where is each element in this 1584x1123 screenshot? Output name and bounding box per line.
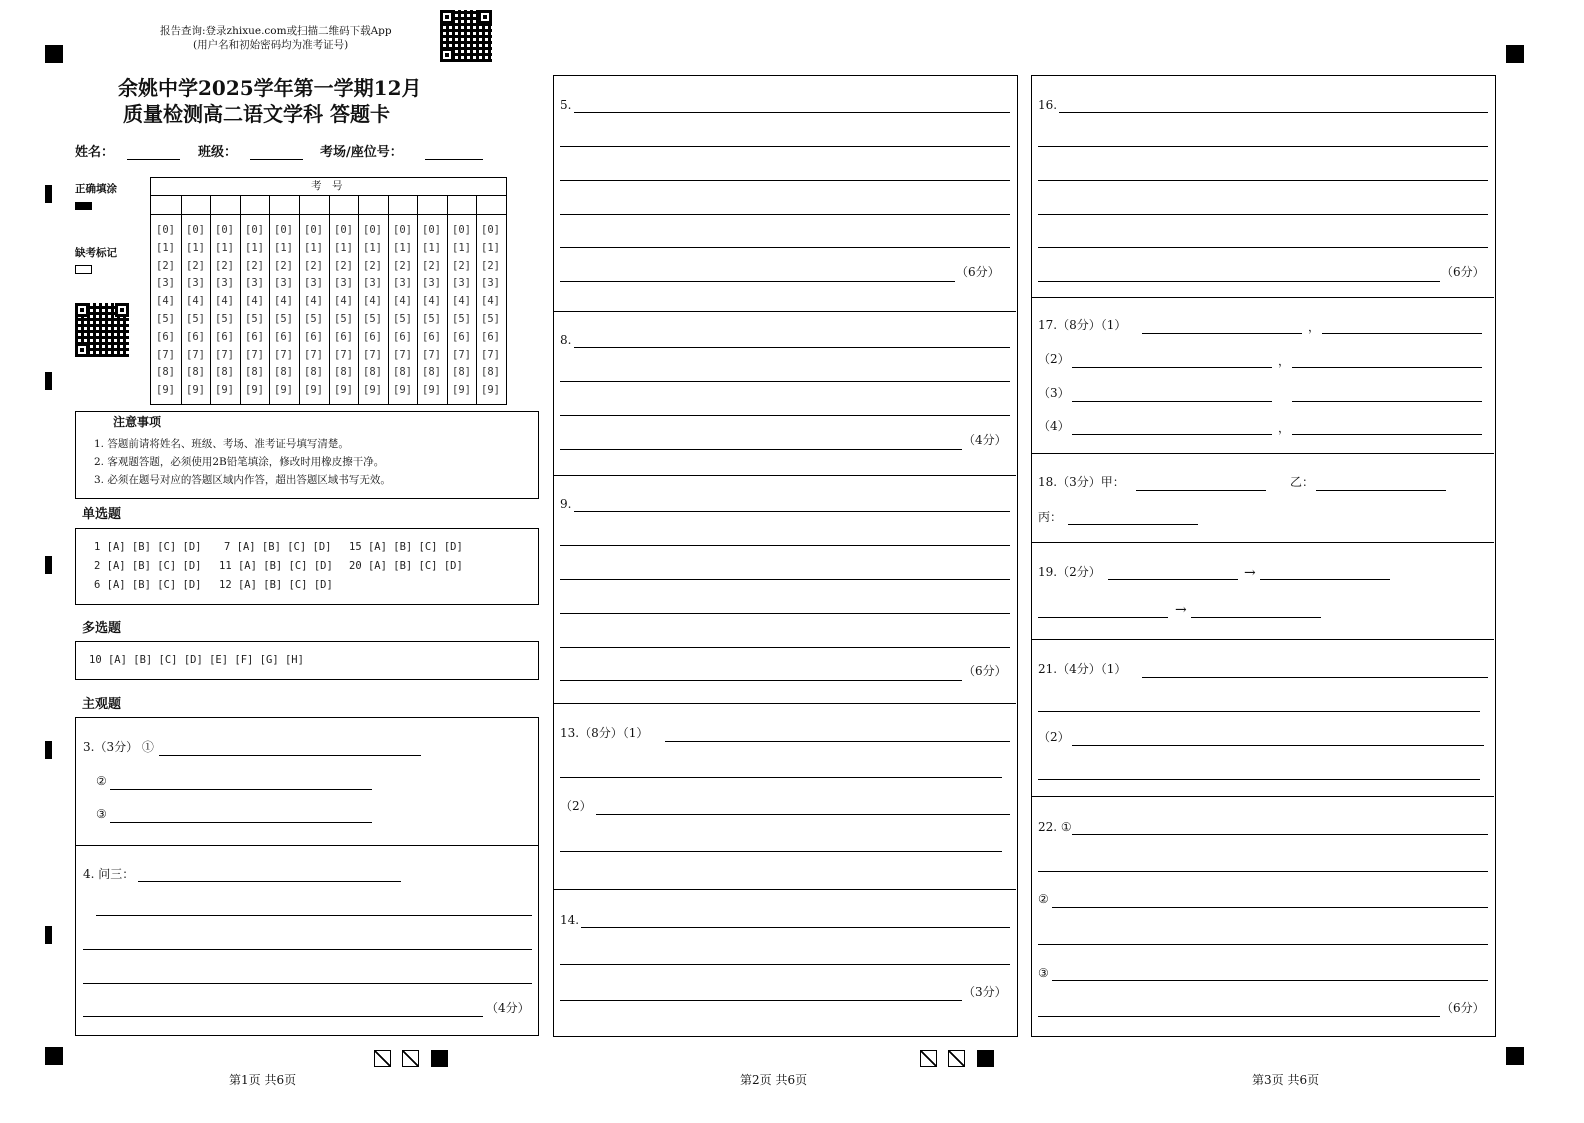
- page-number-1: 第1页 共6页: [229, 1073, 297, 1087]
- answer-line[interactable]: [96, 915, 532, 916]
- exam-id-digit-bubble[interactable]: [4]: [393, 295, 412, 308]
- exam-id-column-divider: [210, 195, 211, 404]
- choice-row[interactable]: 20 [A] [B] [C] [D]: [349, 560, 463, 572]
- answer-line[interactable]: [83, 949, 532, 950]
- corner-mark-top-left: [45, 45, 63, 63]
- exam-id-digit-bubble[interactable]: [7]: [186, 348, 205, 361]
- exam-id-digit-bubble[interactable]: [5]: [481, 313, 500, 325]
- seat-field[interactable]: [425, 159, 483, 160]
- answer-line[interactable]: [1038, 146, 1488, 147]
- notes-box: [75, 411, 539, 499]
- exam-id-digit-bubble[interactable]: [0]: [245, 224, 264, 236]
- exam-id-digit-bubble[interactable]: [6]: [393, 330, 412, 343]
- exam-id-digit-bubble[interactable]: [2]: [393, 259, 412, 272]
- exam-id-digit-bubble[interactable]: [2]: [422, 259, 441, 272]
- exam-id-digit-bubble[interactable]: [1]: [245, 241, 264, 254]
- exam-id-digit-bubble[interactable]: [6]: [186, 330, 205, 343]
- exam-id-digit-bubble[interactable]: [1]: [481, 241, 500, 254]
- exam-id-digit-bubble[interactable]: [8]: [186, 366, 205, 379]
- note-item: 1. 答题前请将姓名、班级、考场、准考证号填写清楚。: [94, 438, 349, 450]
- exam-id-digit-bubble[interactable]: [8]: [481, 366, 500, 379]
- exam-id-digit-bubble[interactable]: [7]: [481, 348, 500, 361]
- name-field[interactable]: [127, 159, 180, 160]
- exam-id-digit-bubble[interactable]: [7]: [156, 348, 175, 361]
- multi-choice-box: [75, 641, 539, 680]
- exam-id-column-divider: [388, 195, 389, 404]
- answer-line[interactable]: [560, 449, 962, 450]
- timing-mark: [45, 926, 52, 944]
- answer-line[interactable]: [1038, 617, 1168, 618]
- answer-line[interactable]: [1142, 333, 1302, 334]
- q3-2-label: ②: [96, 774, 107, 788]
- exam-id-digit-bubble[interactable]: [8]: [422, 366, 441, 379]
- exam-id-column-divider: [240, 195, 241, 404]
- answer-line[interactable]: [1072, 434, 1272, 435]
- exam-id-digit-bubble[interactable]: [6]: [156, 330, 175, 343]
- q3-label: 3.（3分） ①: [83, 740, 154, 754]
- answer-line[interactable]: [560, 180, 1010, 181]
- exam-id-digit-bubble[interactable]: [5]: [363, 313, 382, 325]
- answer-line[interactable]: [560, 247, 1010, 248]
- exam-id-digit-bubble[interactable]: [7]: [422, 348, 441, 361]
- exam-id-digit-bubble[interactable]: [7]: [215, 348, 234, 361]
- exam-id-digit-bubble[interactable]: [8]: [274, 366, 293, 379]
- exam-id-grid: [150, 177, 507, 405]
- exam-id-digit-bubble[interactable]: [3]: [245, 277, 264, 290]
- exam-id-digit-bubble[interactable]: [0]: [481, 224, 500, 236]
- exam-id-digit-bubble[interactable]: [1]: [304, 241, 323, 254]
- exam-id-digit-bubble[interactable]: [3]: [481, 277, 500, 290]
- exam-id-digit-bubble[interactable]: [4]: [274, 295, 293, 308]
- exam-id-digit-bubble[interactable]: [1]: [156, 241, 175, 254]
- exam-id-digit-bubble[interactable]: [4]: [156, 295, 175, 308]
- exam-id-digit-bubble[interactable]: [1]: [274, 241, 293, 254]
- exam-id-column-divider: [476, 195, 477, 404]
- exam-id-digit-bubble[interactable]: [3]: [215, 277, 234, 290]
- exam-id-digit-bubble[interactable]: [2]: [304, 259, 323, 272]
- answer-line[interactable]: [560, 381, 1010, 382]
- answer-line[interactable]: [560, 777, 1002, 778]
- exam-id-digit-bubble[interactable]: [4]: [452, 295, 471, 308]
- exam-id-digit-bubble[interactable]: [9]: [481, 384, 500, 397]
- class-label: 班级：: [198, 145, 238, 160]
- exam-id-digit-bubble[interactable]: [3]: [422, 277, 441, 290]
- exam-id-digit-bubble[interactable]: [8]: [452, 366, 471, 379]
- q21-label: 21.（4分）（1）: [1038, 662, 1127, 676]
- exam-id-digit-bubble[interactable]: [7]: [393, 348, 412, 361]
- q5-score: （6分）: [956, 265, 1000, 279]
- exam-id-digit-bubble[interactable]: [4]: [245, 295, 264, 308]
- exam-id-digit-bubble[interactable]: [8]: [334, 366, 353, 379]
- q18-bing-label: 丙：: [1038, 510, 1063, 524]
- note-item: 2. 客观题答题，必须使用2B铅笔填涂，修改时用橡皮擦干净。: [94, 456, 385, 468]
- absent-mark-checkbox[interactable]: [75, 265, 92, 274]
- answer-line[interactable]: [1038, 779, 1480, 780]
- answer-line[interactable]: [1072, 834, 1488, 835]
- answer-line[interactable]: [110, 789, 372, 790]
- exam-id-digit-bubble[interactable]: [2]: [215, 259, 234, 272]
- answer-line[interactable]: [1108, 579, 1238, 580]
- exam-id-digit-bubble[interactable]: [0]: [274, 224, 293, 236]
- choice-row[interactable]: 10 [A] [B] [C] [D] [E] [F] [G] [H]: [89, 654, 304, 666]
- exam-id-digit-bubble[interactable]: [8]: [363, 366, 382, 379]
- q4-score: （4分）: [486, 1001, 530, 1015]
- exam-id-digit-bubble[interactable]: [5]: [245, 313, 264, 325]
- exam-id-column-divider: [299, 195, 300, 404]
- exam-id-digit-bubble[interactable]: [9]: [274, 384, 293, 397]
- answer-line[interactable]: [1136, 490, 1266, 491]
- choice-row[interactable]: 15 [A] [B] [C] [D]: [349, 541, 463, 553]
- exam-id-digit-bubble[interactable]: [5]: [156, 313, 175, 325]
- exam-id-digit-bubble[interactable]: [1]: [215, 241, 234, 254]
- exam-id-digit-bubble[interactable]: [9]: [452, 384, 471, 397]
- answer-line[interactable]: [665, 741, 1010, 742]
- choice-row[interactable]: 12 [A] [B] [C] [D]: [219, 579, 333, 591]
- q3-box: [75, 717, 539, 846]
- exam-id-digit-bubble[interactable]: [1]: [363, 241, 382, 254]
- answer-line[interactable]: [1052, 907, 1488, 908]
- exam-id-digit-bubble[interactable]: [3]: [334, 277, 353, 290]
- exam-id-digit-bubble[interactable]: [4]: [215, 295, 234, 308]
- choice-row[interactable]: 6 [A] [B] [C] [D]: [94, 579, 202, 591]
- exam-id-digit-bubble[interactable]: [5]: [274, 313, 293, 325]
- answer-column-3: [1031, 75, 1496, 1037]
- page-flag-box: [402, 1050, 419, 1067]
- answer-line[interactable]: [560, 680, 962, 681]
- exam-id-digit-bubble[interactable]: [4]: [481, 295, 500, 308]
- answer-line[interactable]: [1038, 180, 1488, 181]
- exam-id-column-divider: [447, 195, 448, 404]
- q16-label: 16.: [1038, 98, 1058, 112]
- report-line-2: (用户名和初始密码均为准考证号): [193, 39, 349, 51]
- q18-yi-label: 乙：: [1290, 475, 1315, 489]
- exam-id-digit-bubble[interactable]: [3]: [186, 277, 205, 290]
- answer-line[interactable]: [1072, 401, 1272, 402]
- exam-id-digit-bubble[interactable]: [9]: [363, 384, 382, 397]
- exam-id-digit-bubble[interactable]: [3]: [363, 277, 382, 290]
- q17-3-label: （3）: [1038, 386, 1070, 400]
- absent-mark-label: 缺考标记: [75, 247, 117, 259]
- exam-id-digit-bubble[interactable]: [9]: [245, 384, 264, 397]
- exam-id-digit-bubble[interactable]: [8]: [304, 366, 323, 379]
- q18-label: 18.（3分）甲：: [1038, 475, 1125, 489]
- exam-id-digit-bubble[interactable]: [5]: [334, 313, 353, 325]
- q4-box: [75, 845, 539, 1036]
- notes-title: 注意事项: [113, 415, 162, 429]
- answer-line[interactable]: [1038, 944, 1488, 945]
- exam-id-digit-bubble[interactable]: [3]: [393, 277, 412, 290]
- exam-id-digit-bubble[interactable]: [6]: [304, 330, 323, 343]
- exam-id-digit-bubble[interactable]: [7]: [452, 348, 471, 361]
- corner-mark-bottom-right: [1506, 1047, 1524, 1065]
- answer-line[interactable]: [560, 964, 1010, 965]
- answer-line[interactable]: [560, 1000, 962, 1001]
- q22-2-label: ②: [1038, 892, 1049, 906]
- q22-3-label: ③: [1038, 966, 1049, 980]
- exam-id-digit-bubble[interactable]: [1]: [452, 241, 471, 254]
- page-flag-box: [920, 1050, 937, 1067]
- q21-2-label: （2）: [1038, 730, 1070, 744]
- q17-label: 17.（8分）（1）: [1038, 318, 1127, 332]
- answer-line[interactable]: [1072, 367, 1272, 368]
- exam-id-digit-bubble[interactable]: [6]: [481, 330, 500, 343]
- answer-line[interactable]: [1038, 281, 1440, 282]
- exam-id-digit-bubble[interactable]: [3]: [304, 277, 323, 290]
- subjective-title: 主观题: [82, 697, 122, 712]
- answer-line[interactable]: [1059, 112, 1488, 113]
- arrow-icon: →: [1244, 565, 1256, 581]
- answer-line[interactable]: [138, 881, 401, 882]
- answer-line[interactable]: [83, 983, 532, 984]
- exam-id-digit-bubble[interactable]: [1]: [186, 241, 205, 254]
- exam-id-digit-bubble[interactable]: [8]: [393, 366, 412, 379]
- exam-id-digit-bubble[interactable]: [6]: [274, 330, 293, 343]
- answer-line[interactable]: [1038, 871, 1488, 872]
- single-choice-title: 单选题: [82, 507, 122, 522]
- comma: ，: [1278, 421, 1291, 435]
- page-number-3: 第3页 共6页: [1252, 1073, 1320, 1087]
- answer-line[interactable]: [581, 927, 1010, 928]
- q17-4-label: （4）: [1038, 419, 1070, 433]
- q5-label: 5.: [560, 98, 572, 112]
- answer-line[interactable]: [560, 647, 1010, 648]
- exam-id-digit-bubble[interactable]: [3]: [156, 277, 175, 290]
- exam-id-digit-bubble[interactable]: [6]: [215, 330, 234, 343]
- answer-line[interactable]: [1038, 1016, 1440, 1017]
- exam-id-digit-bubble[interactable]: [9]: [334, 384, 353, 397]
- exam-id-digit-bubble[interactable]: [7]: [245, 348, 264, 361]
- answer-line[interactable]: [1072, 745, 1484, 746]
- exam-id-column-divider: [417, 195, 418, 404]
- exam-id-digit-bubble[interactable]: [2]: [452, 259, 471, 272]
- exam-id-digit-bubble[interactable]: [2]: [363, 259, 382, 272]
- answer-line[interactable]: [574, 112, 1010, 113]
- choice-row[interactable]: 1 [A] [B] [C] [D]: [94, 541, 202, 553]
- exam-id-digit-bubble[interactable]: [7]: [304, 348, 323, 361]
- exam-id-digit-bubble[interactable]: [4]: [304, 295, 323, 308]
- exam-id-digit-bubble[interactable]: [4]: [422, 295, 441, 308]
- answer-line[interactable]: [560, 545, 1010, 546]
- answer-line[interactable]: [1292, 367, 1482, 368]
- exam-id-digit-bubble[interactable]: [6]: [422, 330, 441, 343]
- q13-2-label: （2）: [560, 799, 592, 813]
- answer-line[interactable]: [1142, 677, 1488, 678]
- exam-id-digit-bubble[interactable]: [2]: [156, 259, 175, 272]
- exam-id-digit-bubble[interactable]: [2]: [186, 259, 205, 272]
- page-title-line-1: 余姚中学2025学年第一学期12月: [118, 76, 422, 100]
- answer-column-2: [553, 75, 1018, 1037]
- q16-score: （6分）: [1441, 265, 1485, 279]
- choice-row[interactable]: 7 [A] [B] [C] [D]: [224, 541, 332, 553]
- answer-line[interactable]: [1322, 333, 1482, 334]
- exam-id-digit-bubble[interactable]: [6]: [245, 330, 264, 343]
- exam-id-digit-bubble[interactable]: [9]: [156, 384, 175, 397]
- exam-id-digit-bubble[interactable]: [4]: [363, 295, 382, 308]
- exam-id-digit-bubble[interactable]: [6]: [363, 330, 382, 343]
- q22-score: （6分）: [1441, 1001, 1485, 1015]
- choice-row[interactable]: 11 [A] [B] [C] [D]: [219, 560, 333, 572]
- exam-id-digit-bubble[interactable]: [3]: [452, 277, 471, 290]
- exam-id-column-divider: [269, 195, 270, 404]
- arrow-icon: →: [1175, 602, 1187, 618]
- exam-id-digit-bubble[interactable]: [5]: [215, 313, 234, 325]
- single-choice-box: [75, 528, 539, 605]
- q8-label: 8.: [560, 333, 572, 347]
- exam-id-digit-bubble[interactable]: [5]: [304, 313, 323, 325]
- answer-line[interactable]: [159, 755, 421, 756]
- q13-label: 13.（8分）（1）: [560, 726, 649, 740]
- answer-line[interactable]: [560, 146, 1010, 147]
- exam-id-digit-bubble[interactable]: [7]: [274, 348, 293, 361]
- exam-id-digit-bubble[interactable]: [9]: [304, 384, 323, 397]
- choice-row[interactable]: 2 [A] [B] [C] [D]: [94, 560, 202, 572]
- answer-line[interactable]: [560, 281, 955, 282]
- exam-id-digit-bubble[interactable]: [6]: [334, 330, 353, 343]
- timing-mark: [45, 372, 52, 390]
- name-label: 姓名：: [75, 145, 115, 160]
- note-item: 3. 必须在题号对应的答题区域内作答，超出答题区域书写无效。: [94, 474, 391, 486]
- q3-3-label: ③: [96, 807, 107, 821]
- timing-mark: [45, 741, 52, 759]
- class-field[interactable]: [250, 159, 303, 160]
- correct-fill-label: 正确填涂: [75, 183, 117, 195]
- answer-line[interactable]: [560, 214, 1010, 215]
- exam-id-digit-bubble[interactable]: [1]: [393, 241, 412, 254]
- page-title-line-2: 质量检测高二语文学科 答题卡: [123, 102, 390, 126]
- app-qr-code[interactable]: [440, 10, 492, 62]
- exam-id-digit-bubble[interactable]: [2]: [481, 259, 500, 272]
- answer-line[interactable]: [83, 1016, 483, 1017]
- exam-id-digit-bubble[interactable]: [2]: [245, 259, 264, 272]
- answer-line[interactable]: [1191, 617, 1321, 618]
- exam-id-digit-bubble[interactable]: [3]: [274, 277, 293, 290]
- exam-id-digit-bubble[interactable]: [0]: [452, 224, 471, 236]
- exam-id-digit-bubble[interactable]: [0]: [186, 224, 205, 236]
- page-flag-box: [374, 1050, 391, 1067]
- exam-id-digit-bubble[interactable]: [4]: [186, 295, 205, 308]
- q8-score: （4分）: [963, 433, 1007, 447]
- answer-line[interactable]: [596, 814, 1010, 815]
- corner-mark-bottom-left: [45, 1047, 63, 1065]
- q9-label: 9.: [560, 497, 572, 511]
- answer-line[interactable]: [1292, 434, 1482, 435]
- answer-line[interactable]: [1260, 579, 1390, 580]
- page-flag-box: [948, 1050, 965, 1067]
- comma: ，: [1308, 320, 1321, 334]
- exam-id-digit-bubble[interactable]: [1]: [334, 241, 353, 254]
- exam-id-digit-bubble[interactable]: [5]: [422, 313, 441, 325]
- exam-id-header: 考 号: [311, 180, 343, 192]
- exam-qr-code: [75, 303, 129, 357]
- page-flag-box-filled: [977, 1050, 994, 1067]
- exam-id-digit-bubble[interactable]: [7]: [363, 348, 382, 361]
- answer-line[interactable]: [1052, 980, 1488, 981]
- q4-label: 4. 问三：: [83, 867, 135, 881]
- q19-label: 19.（2分）: [1038, 565, 1101, 579]
- answer-line[interactable]: [1038, 214, 1488, 215]
- exam-id-digit-bubble[interactable]: [0]: [422, 224, 441, 236]
- answer-line[interactable]: [560, 579, 1010, 580]
- comma: ，: [1278, 354, 1291, 368]
- exam-id-digit-bubble[interactable]: [4]: [334, 295, 353, 308]
- exam-id-digit-bubble[interactable]: [0]: [156, 224, 175, 236]
- q17-2-label: （2）: [1038, 352, 1070, 366]
- answer-line[interactable]: [560, 613, 1010, 614]
- exam-id-digit-bubble[interactable]: [8]: [245, 366, 264, 379]
- exam-id-digit-bubble[interactable]: [8]: [215, 366, 234, 379]
- answer-line[interactable]: [110, 822, 372, 823]
- q9-score: （6分）: [963, 664, 1007, 678]
- exam-id-column-divider: [181, 195, 182, 404]
- exam-id-digit-bubble[interactable]: [1]: [422, 241, 441, 254]
- timing-mark: [45, 556, 52, 574]
- q22-label: 22. ①: [1038, 820, 1072, 834]
- answer-line[interactable]: [1038, 711, 1480, 712]
- exam-id-digit-bubble[interactable]: [9]: [215, 384, 234, 397]
- exam-id-digit-bubble[interactable]: [0]: [363, 224, 382, 236]
- exam-id-digit-bubble[interactable]: [0]: [215, 224, 234, 236]
- q14-label: 14.: [560, 913, 580, 927]
- answer-line[interactable]: [1292, 401, 1482, 402]
- answer-line[interactable]: [560, 415, 1010, 416]
- report-line-1: 报告查询:登录zhixue.com或扫描二维码下载App: [160, 25, 392, 37]
- exam-id-column-divider: [358, 195, 359, 404]
- exam-id-digit-bubble[interactable]: [9]: [422, 384, 441, 397]
- correct-fill-sample: [75, 202, 92, 210]
- corner-mark-top-right: [1506, 45, 1524, 63]
- answer-line[interactable]: [560, 851, 1002, 852]
- timing-mark: [45, 185, 52, 203]
- exam-id-digit-bubble[interactable]: [5]: [452, 313, 471, 325]
- exam-id-digit-bubble[interactable]: [0]: [393, 224, 412, 236]
- answer-line[interactable]: [574, 511, 1010, 512]
- seat-label: 考场/座位号：: [320, 145, 403, 160]
- answer-line[interactable]: [1038, 247, 1488, 248]
- exam-id-digit-bubble[interactable]: [0]: [334, 224, 353, 236]
- exam-id-digit-bubble[interactable]: [5]: [186, 313, 205, 325]
- exam-id-digit-bubble[interactable]: [8]: [156, 366, 175, 379]
- q14-score: （3分）: [963, 985, 1007, 999]
- exam-id-digit-bubble[interactable]: [7]: [334, 348, 353, 361]
- multi-choice-title: 多选题: [82, 621, 122, 636]
- exam-id-digit-bubble[interactable]: [0]: [304, 224, 323, 236]
- exam-id-column-divider: [329, 195, 330, 404]
- exam-id-digit-bubble[interactable]: [2]: [334, 259, 353, 272]
- answer-line[interactable]: [574, 347, 1010, 348]
- exam-id-digit-bubble[interactable]: [2]: [274, 259, 293, 272]
- exam-id-digit-bubble[interactable]: [9]: [186, 384, 205, 397]
- exam-id-digit-bubble[interactable]: [9]: [393, 384, 412, 397]
- exam-id-digit-bubble[interactable]: [5]: [393, 313, 412, 325]
- exam-id-digit-bubble[interactable]: [6]: [452, 330, 471, 343]
- page-number-2: 第2页 共6页: [740, 1073, 808, 1087]
- answer-line[interactable]: [1068, 524, 1198, 525]
- answer-line[interactable]: [1316, 490, 1446, 491]
- page-flag-box-filled: [431, 1050, 448, 1067]
